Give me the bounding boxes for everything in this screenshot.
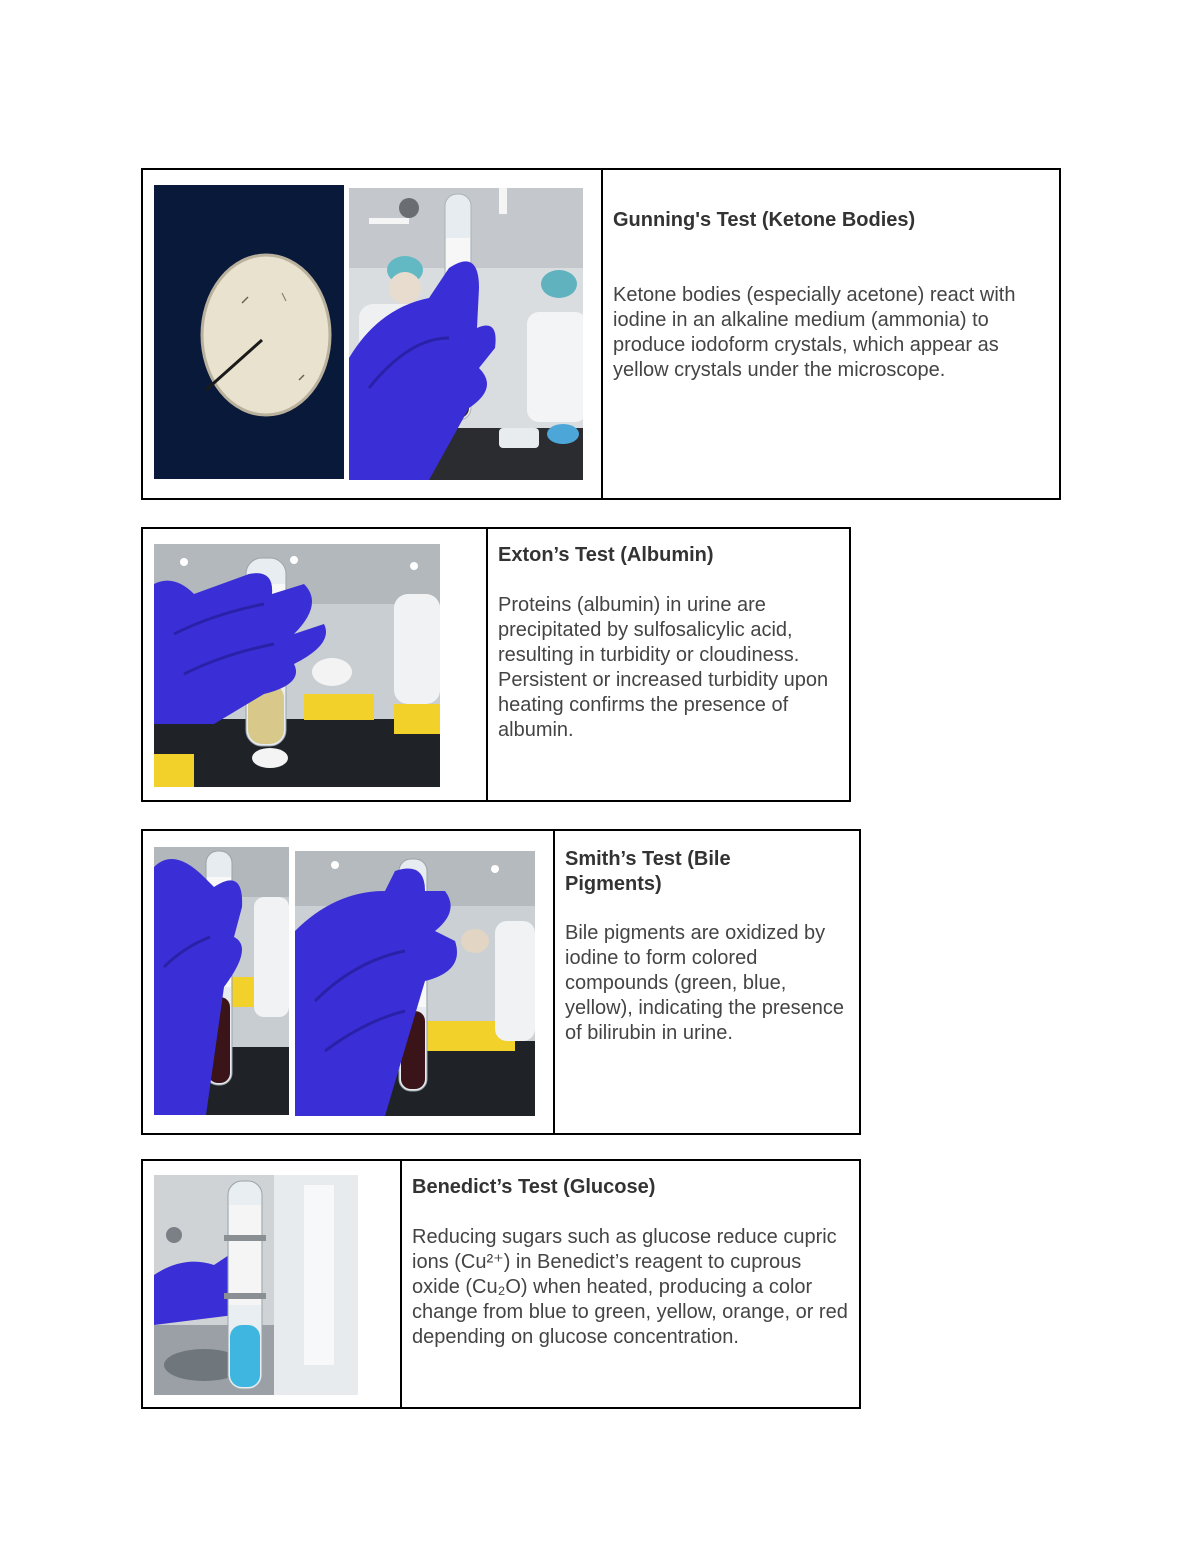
microscope-view-photo (154, 185, 344, 479)
glucose-tube-photo (154, 1175, 358, 1395)
smiths-test-card (141, 829, 861, 1135)
smiths-photos (143, 831, 555, 1133)
extons-tube-photo (154, 544, 440, 787)
extons-text (488, 529, 849, 800)
smiths-text (555, 831, 859, 1133)
benedicts-photos (143, 1161, 402, 1407)
benedicts-title: Benedict’s Test (Glucose) (412, 1176, 656, 1198)
benedicts-text (402, 1161, 859, 1407)
gunning-test-card (141, 168, 1061, 500)
bile-pigments-tube-photo (295, 851, 535, 1116)
smiths-description: Bile pigments are oxidized by iodine to form colored compounds (green, blue, yellow), indicating the presence of bilirubin in urine. (565, 922, 845, 1044)
gunning-title: Gunning's Test (Ketone Bodies) (613, 209, 916, 231)
gunning-description: Ketone bodies (especially acetone) react with iodine in an alkaline medium (ammonia) to produce iodoform crystals, which appear as yellow crystals under the microscope. (613, 284, 1016, 381)
gunning-tube-photo (349, 188, 583, 480)
gunning-text (603, 170, 1059, 498)
smiths-title: Smith’s Test (Bile Pigments) (565, 848, 731, 895)
extons-description: Proteins (albumin) in urine are precipitated by sulfosalicylic acid, resulting in turbidity or cloudiness. Persistent or increased turbidity upon heating confirms the presence of albumin. (498, 594, 829, 741)
extons-title: Exton’s Test (Albumin) (498, 544, 714, 566)
benedicts-test-card (141, 1159, 861, 1409)
extons-photos (143, 529, 488, 800)
benedicts-description: Reducing sugars such as glucose reduce cupric ions (Cu²⁺) in Benedict’s reagent to cuprous oxide (Cu₂O) when heated, producing a color change from blue to green, yellow, orange, or red depending on glucose concentration. (412, 1226, 848, 1348)
gunning-photos (143, 170, 603, 498)
extons-test-card (141, 527, 851, 802)
smiths-tube-photo (154, 847, 289, 1115)
